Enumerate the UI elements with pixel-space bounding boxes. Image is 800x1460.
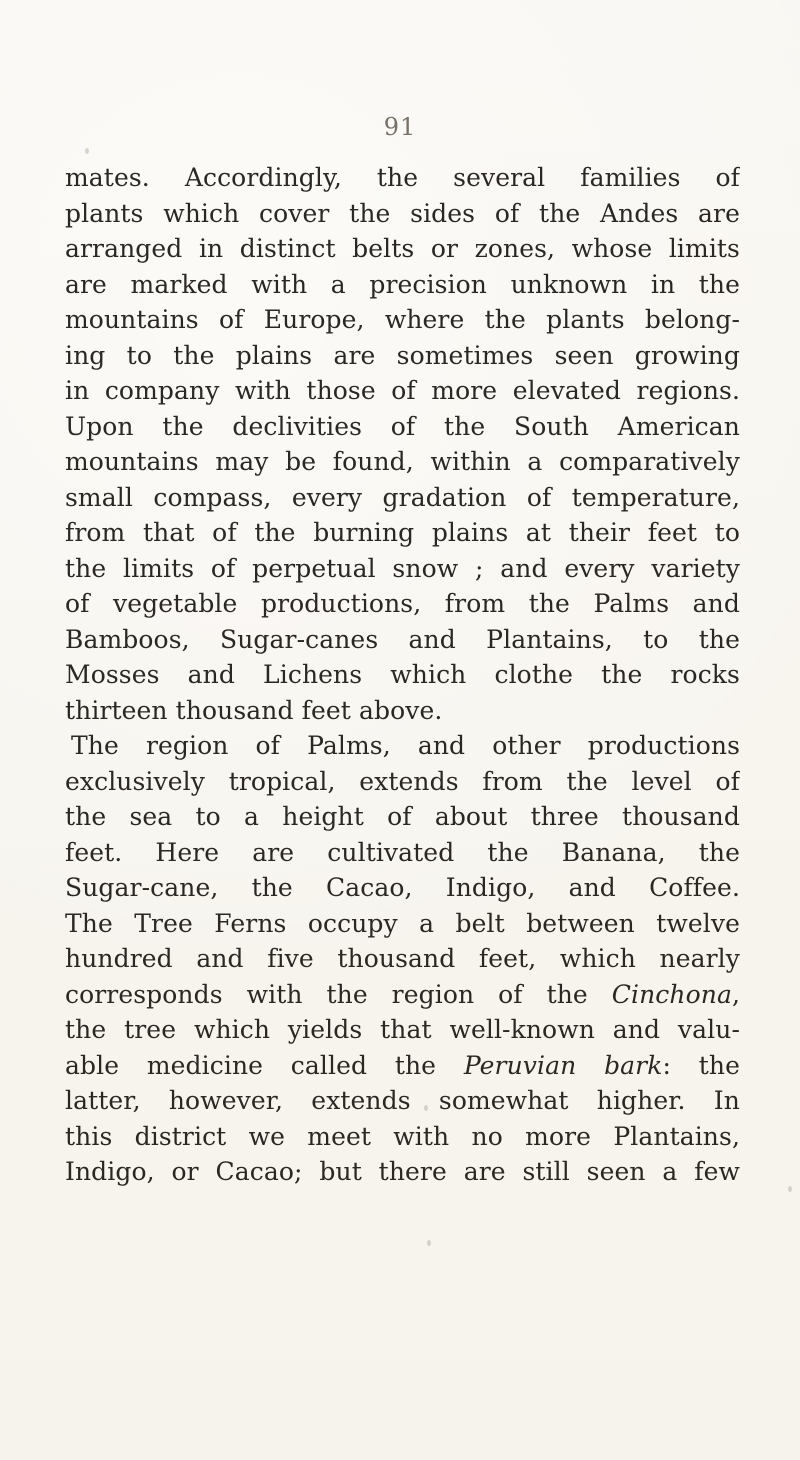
text-line: from that of the burning plains at their feet to <box>65 518 740 547</box>
text-line: are marked with a precision unknown in the <box>65 269 740 299</box>
text-line: latter, however, extends somewhat higher. In <box>65 1086 740 1115</box>
body-text <box>65 160 740 1190</box>
text-line: Indigo, or Cacao; but there are still seen a few <box>65 1157 740 1186</box>
text-line <box>65 1048 740 1084</box>
text-line: Mosses and Lichens which clothe the rocks <box>65 660 740 689</box>
text-segment: corresponds with the region of the <box>65 979 612 1009</box>
text-line: the sea to a height of about three thousand <box>65 802 740 831</box>
paper-speck <box>427 1240 431 1246</box>
text-segment: : the <box>662 1050 740 1080</box>
text-line: Sugar-cane, the Cacao, Indigo, and Coffee. <box>65 873 740 902</box>
text-line: Upon the declivities of the South American <box>65 411 740 441</box>
italic-term-cinchona: Cinchona <box>611 979 732 1009</box>
text-line: feet. Here are cultivated the Banana, the <box>65 837 740 867</box>
text-line: of vegetable productions, from the Palms and <box>65 589 740 618</box>
text-line: in company with those of more elevated regions. <box>65 376 740 405</box>
text-line: ing to the plains are sometimes seen growing <box>65 340 740 370</box>
text-line: this district we meet with no more Plantains, <box>65 1121 740 1151</box>
text-segment: able medicine called the <box>65 1050 464 1080</box>
text-line: the limits of perpetual snow ; and every variety <box>65 553 740 583</box>
paper-speck <box>85 148 89 154</box>
italic-term-peruvian-bark: Peruvian bark <box>463 1050 663 1080</box>
text-line: small compass, every gradation of temperature, <box>65 482 740 512</box>
text-line: mountains may be found, within a comparatively <box>65 447 740 476</box>
text-line: the tree which yields that well-known and valu- <box>65 1015 740 1044</box>
text-line: arranged in distinct belts or zones, whose limits <box>65 234 740 263</box>
page-number: 91 <box>383 113 417 141</box>
text-line: mountains of Europe, where the plants belong- <box>65 305 740 334</box>
text-line: exclusively tropical, extends from the level of <box>65 766 740 796</box>
paragraph-end-line: thirteen thousand feet above. <box>65 695 443 725</box>
text-line: Bamboos, Sugar-canes and Plantains, to the <box>65 624 740 654</box>
text-line <box>65 977 740 1013</box>
text-line: mates. Accordingly, the several families of <box>65 163 740 192</box>
paper-speck <box>424 1105 428 1111</box>
text-line: hundred and five thousand feet, which nearly <box>65 944 740 973</box>
text-line: plants which cover the sides of the Andes are <box>65 198 740 228</box>
text-line: The Tree Ferns occupy a belt between twelve <box>65 908 740 938</box>
paper-speck <box>788 1186 792 1192</box>
paragraph-start-line: The region of Palms, and other productions <box>71 731 740 760</box>
text-segment: , <box>731 979 740 1009</box>
